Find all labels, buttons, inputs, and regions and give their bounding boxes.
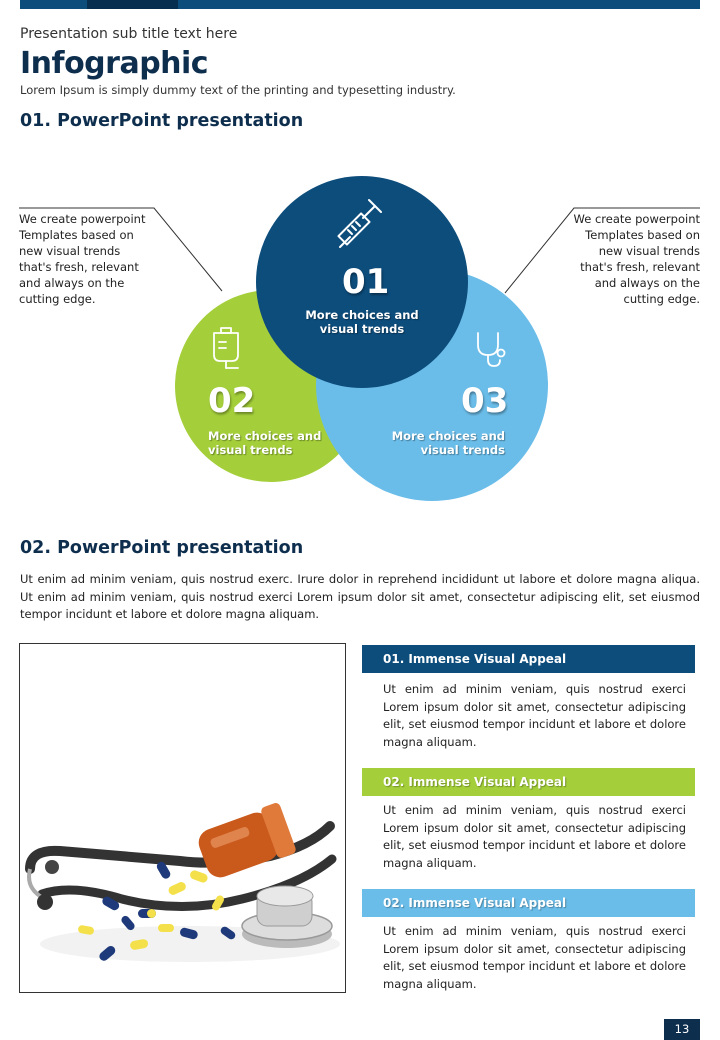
- stethoscope-pills-illustration: [20, 644, 345, 992]
- feature-3-body: Ut enim ad minim veniam, quis nostrud exerci Lorem ipsum dolor sit amet, consectetur adipiscing elit, set eiusmod tempor incidunt et labore et dolore magna aliquam.: [383, 924, 686, 991]
- circle-02-number: 02: [208, 381, 256, 421]
- feature-2-body: Ut enim ad minim veniam, quis nostrud exerci Lorem ipsum dolor sit amet, consectetur adipiscing elit, set eiusmod tempor incidunt et labore et dolore magna aliquam.: [383, 803, 686, 870]
- right-callout-line: [505, 208, 700, 293]
- circle-01-label-line1: More choices and: [305, 308, 419, 322]
- left-callout-line: [19, 208, 222, 291]
- circle-02-label-line2: visual trends: [208, 443, 293, 457]
- circle-03-label: [381, 429, 505, 457]
- page-tagline: Lorem Ipsum is simply dummy text of the printing and typesetting industry.: [20, 83, 456, 97]
- feature-2-header: 02. Immense Visual Appeal: [362, 768, 695, 796]
- page-title: Infographic: [20, 46, 209, 81]
- circle-03-label-line2: visual trends: [420, 443, 505, 457]
- left-callout-text: We create powerpoint Templates based on new visual trends that's fresh, relevant and always on the cutting edge.: [19, 212, 146, 306]
- right-callout-text: We create powerpoint Templates based on new visual trends that's fresh, relevant and always on the cutting edge.: [573, 212, 700, 306]
- circle-03-label-line1: More choices and: [391, 429, 505, 443]
- feature-1-body: Ut enim ad minim veniam, quis nostrud exerci Lorem ipsum dolor sit amet, consectetur adipiscing elit, set eiusmod tempor incidunt et labore et dolore magna aliquam.: [383, 682, 686, 749]
- presentation-subtitle: Presentation sub title text here: [20, 26, 238, 42]
- circle-01-label-line2: visual trends: [319, 322, 405, 336]
- feature-1-header: 01. Immense Visual Appeal: [362, 645, 695, 673]
- section-1-heading: 01. PowerPoint presentation: [20, 111, 304, 131]
- section-2-heading: 02. PowerPoint presentation: [20, 538, 304, 558]
- circle-02-label: [208, 429, 332, 457]
- circle-01-label: [300, 308, 424, 336]
- circle-03-number: 03: [461, 381, 509, 421]
- circle-02-label-line1: More choices and: [208, 429, 322, 443]
- page-number: 13: [664, 1019, 700, 1040]
- feature-3-header: 02. Immense Visual Appeal: [362, 889, 695, 917]
- section-2-paragraph: Ut enim ad minim veniam, quis nostrud exerc. Irure dolor in reprehend incididunt ut labore et dolore magna aliqua. Ut enim ad minim veniam, quis nostrud exerci Lorem ipsum dolor sit amet, consectetur adipiscing elit, set eiusmod tempor incidunt et labore et dolore magna aliquam.: [20, 572, 700, 621]
- circle-01-number: 01: [342, 262, 390, 302]
- stethoscope-pills-photo: [19, 643, 346, 993]
